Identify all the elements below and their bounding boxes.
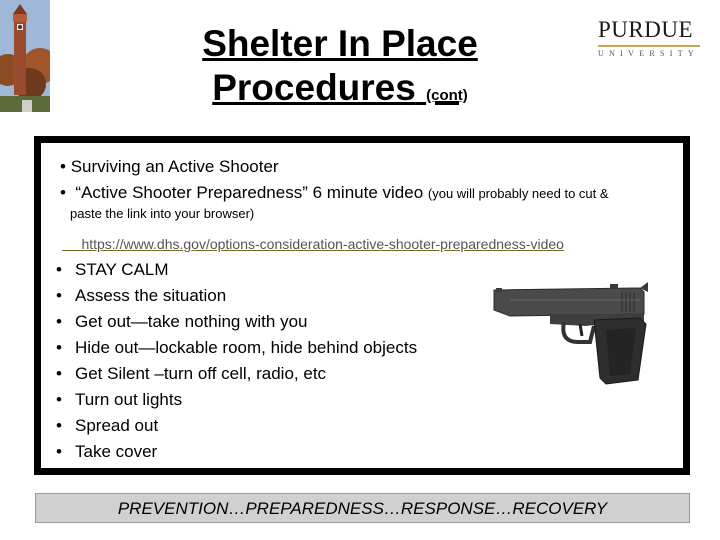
list-item: [56, 258, 417, 284]
list-item: [56, 310, 417, 336]
list-item: [56, 414, 417, 440]
logo-wordmark: PURDUE: [598, 17, 694, 42]
bullet-dot: •: [56, 286, 62, 305]
bullet-video: • “Active Shooter Preparedness” 6 minute video (you will probably need to cut &: [60, 183, 609, 202]
list-item-text: Get out—take nothing with you: [75, 312, 308, 331]
bullet-dot: •: [56, 390, 62, 409]
bullet-video-note-cont: paste the link into your browser): [70, 206, 255, 221]
action-list: [56, 258, 417, 466]
bullet-video-title: “Active Shooter Preparedness” 6 minute video: [75, 183, 424, 202]
list-item-text: Turn out lights: [75, 390, 183, 409]
list-item-text: STAY CALM: [75, 260, 169, 279]
bullet-dot: •: [56, 260, 62, 279]
bullet-dot: •: [56, 338, 62, 357]
title-suffix: (cont): [426, 87, 468, 104]
list-item: [56, 388, 417, 414]
bullet-dot: •: [56, 416, 62, 435]
bullet-surviving-text: Surviving an Active Shooter: [70, 157, 279, 176]
purdue-logo: [598, 18, 702, 58]
title-line-2: [180, 66, 500, 118]
footer-banner: [35, 493, 690, 523]
bullet-video-note: (you will probably need to cut &: [427, 186, 609, 201]
bell-tower-photo: [0, 0, 50, 112]
list-item: [56, 440, 417, 466]
list-item-text: Hide out—lockable room, hide behind objects: [75, 338, 418, 357]
list-item-text: Get Silent –turn off cell, radio, etc: [75, 364, 327, 383]
logo-rule: [598, 45, 700, 47]
list-item-text: Take cover: [75, 442, 158, 461]
list-item: [56, 336, 417, 362]
title-procedures: Procedures: [212, 67, 416, 108]
bullet-dot: •: [56, 312, 62, 331]
page-title: [180, 22, 500, 118]
bullet-surviving: • Surviving an Active Shooter: [60, 157, 279, 176]
list-item: [56, 362, 417, 388]
list-item: [56, 284, 417, 310]
list-item-text: Assess the situation: [75, 286, 227, 305]
title-line-1: Shelter In Place: [202, 23, 478, 64]
logo-subtitle: UNIVERSITY: [598, 49, 699, 58]
video-link[interactable]: [62, 236, 564, 252]
pistol-image: [490, 280, 650, 390]
list-item-text: Spread out: [75, 416, 159, 435]
bullet-dot: •: [56, 364, 62, 383]
bullet-dot: •: [56, 442, 62, 461]
footer-text: PREVENTION…PREPAREDNESS…RESPONSE…RECOVERY: [117, 499, 608, 518]
video-link-text[interactable]: https://www.dhs.gov/options-consideration-active-shooter-preparedness-video: [81, 236, 564, 252]
